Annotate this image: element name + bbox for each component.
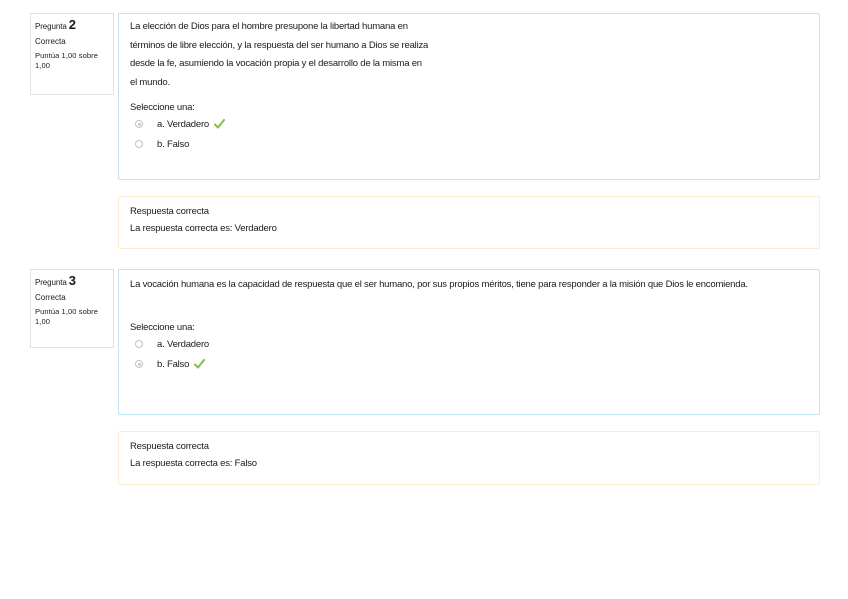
radio-option-a[interactable] [135, 340, 143, 348]
question-label: Pregunta [35, 278, 67, 287]
answer-option-a[interactable] [130, 334, 808, 354]
feedback-right-answer: La respuesta correcta es: Falso [130, 458, 257, 469]
question-number: 3 [68, 273, 76, 288]
question-number-row [35, 273, 109, 290]
radio-option-b[interactable] [135, 140, 143, 148]
question-formulation [118, 269, 820, 415]
radio-option-a[interactable] [135, 120, 143, 128]
feedback-right-answer: La respuesta correcta es: Verdadero [130, 223, 277, 234]
question-state: Correcta [35, 292, 66, 302]
question-text: La elección de Dios para el hombre presupone la libertad humana en términos de libre elección, y la respuesta del ser humano a Dios se realiza desde la fe, asumiendo la vocación propia y el desarrollo de la misma en el mundo. [130, 21, 429, 88]
question-number-row [35, 17, 109, 34]
question-grade: Puntúa 1,00 sobre 1,00 [35, 307, 98, 327]
answer-prompt: Seleccione una: [130, 322, 195, 333]
answer-option-a[interactable] [130, 114, 808, 134]
feedback-status: Respuesta correcta [130, 206, 209, 217]
question-formulation [118, 13, 820, 180]
answer-option-b[interactable] [130, 354, 808, 374]
question-text: La vocación humana es la capacidad de respuesta que el ser humano, por sus propios méritos, tiene para responder a la misión que Dios le encomienda. [130, 279, 748, 290]
check-icon [214, 119, 225, 129]
answer-option-label: b. Falso [157, 138, 190, 150]
answer-option-label: a. Verdadero [157, 338, 210, 350]
question-state: Correcta [35, 36, 66, 46]
question-grade: Puntúa 1,00 sobre 1,00 [35, 51, 98, 71]
check-icon [194, 359, 205, 369]
answer-option-b[interactable] [130, 134, 808, 154]
question-feedback [118, 431, 820, 485]
answer-option-label: a. Verdadero [157, 118, 210, 130]
answer-option-label: b. Falso [157, 358, 190, 370]
question-feedback [118, 196, 820, 249]
question-info [30, 13, 114, 95]
radio-option-b[interactable] [135, 360, 143, 368]
question-number: 2 [68, 17, 76, 32]
question-label: Pregunta [35, 22, 67, 31]
answer-prompt: Seleccione una: [130, 102, 195, 113]
feedback-status: Respuesta correcta [130, 441, 209, 452]
question-info [30, 269, 114, 348]
